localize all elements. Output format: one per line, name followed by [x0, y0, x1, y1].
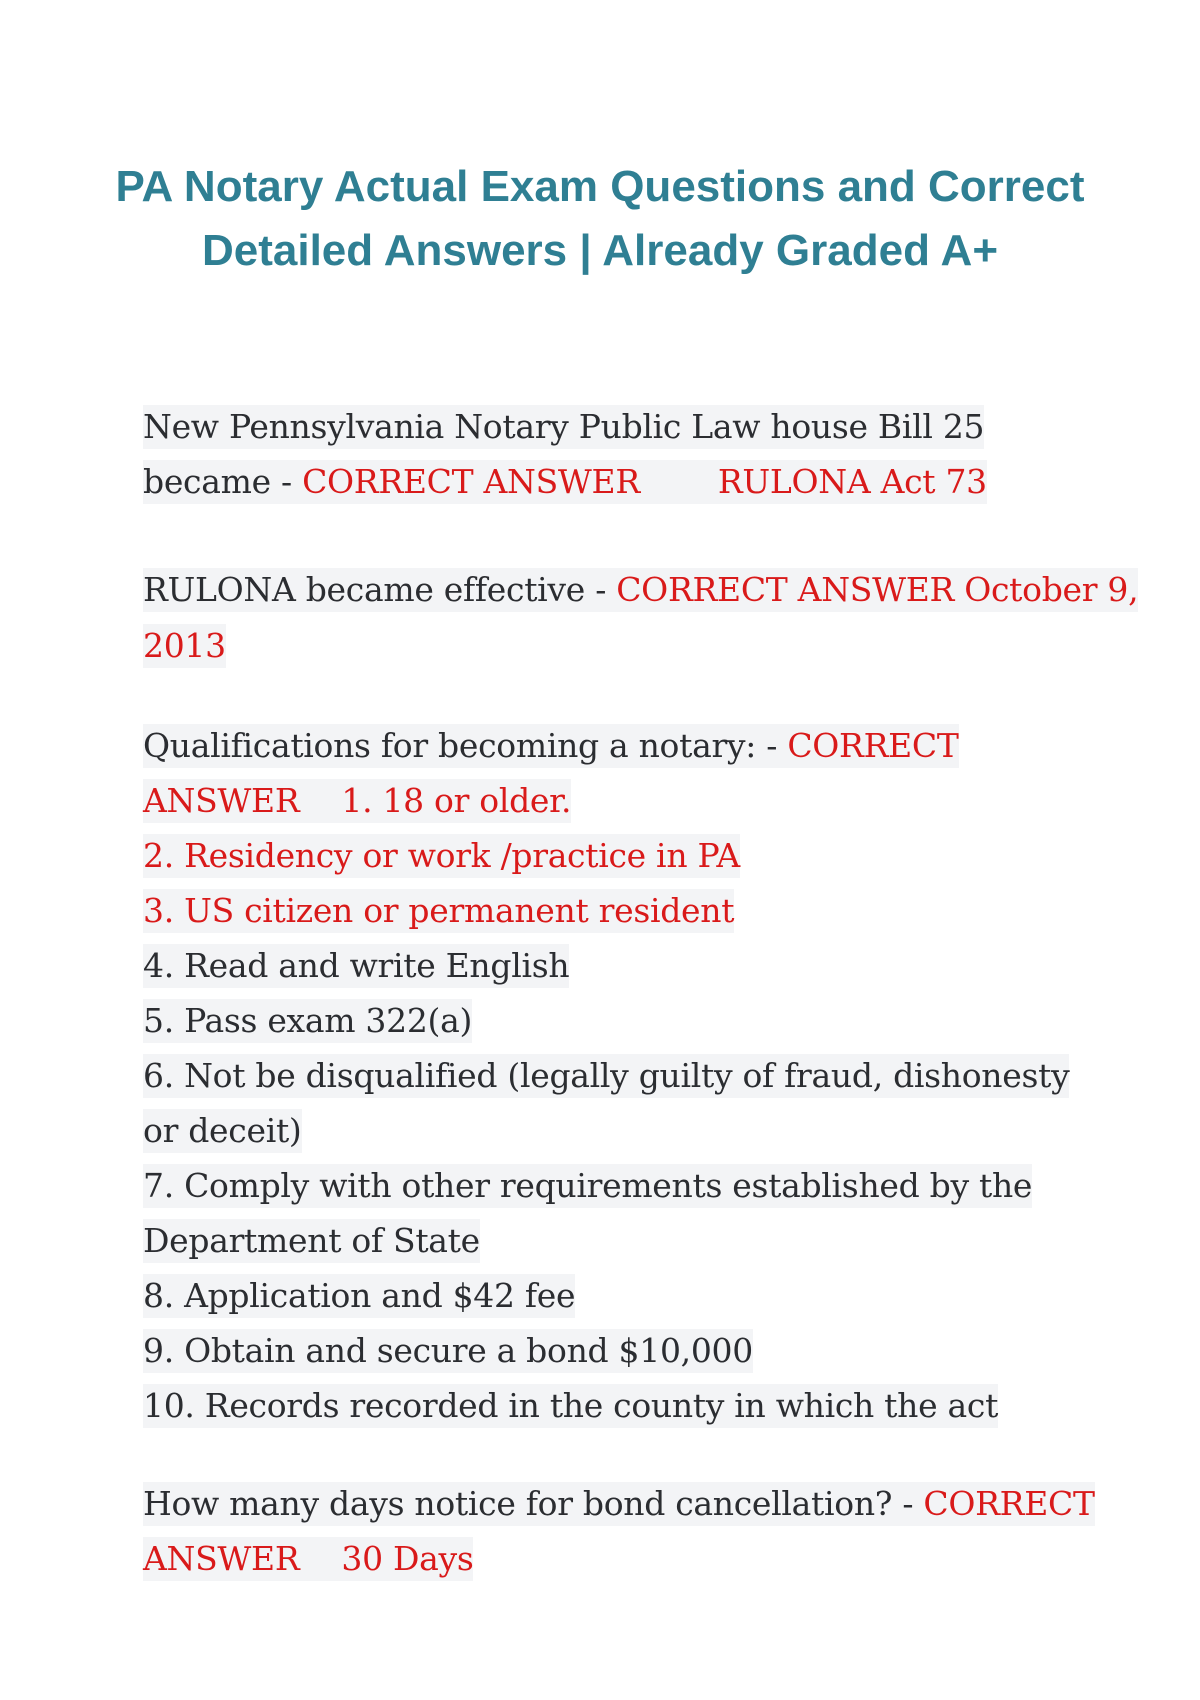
- question-1-text: New Pennsylvania Notary Public Law house Bill 25: [143, 407, 985, 446]
- qualification-item-5: [143, 999, 472, 1043]
- correct-answer-label-cont: ANSWER: [143, 781, 300, 820]
- qualification-item-6-text: 6. Not be disqualified (legally guilty of fraud, dishonesty: [143, 1056, 1070, 1095]
- question-4-text: How many days notice for bond cancellation? -: [143, 1484, 924, 1523]
- question-4-line-1: [143, 1482, 1095, 1526]
- qualification-item-3-text: 3. US citizen or permanent resident: [143, 891, 735, 930]
- question-1-text-cont: became -: [143, 462, 303, 501]
- qualification-item-4-text: 4. Read and write English: [143, 946, 570, 985]
- answer-2-text-cont: 2013: [143, 626, 226, 665]
- correct-answer-label: CORRECT: [787, 726, 959, 765]
- document-title-line-1: PA Notary Actual Exam Questions and Correct: [115, 162, 1085, 211]
- question-2-line-1: [143, 568, 1138, 612]
- answer-2-text: October 9,: [954, 570, 1139, 609]
- qualification-item-10-text: 10. Records recorded in the county in which the act: [143, 1386, 999, 1425]
- qualification-item-7-cont: [143, 1219, 480, 1263]
- qualification-item-2-text: 2. Residency or work /practice in PA: [143, 836, 740, 875]
- qualification-item-2: [143, 834, 740, 878]
- correct-answer-label-cont: ANSWER: [143, 1539, 300, 1578]
- qualification-item-4: [143, 944, 569, 988]
- question-1-line-1: [143, 405, 984, 449]
- question-3-line-2: [143, 779, 571, 823]
- question-2-text: RULONA became effective -: [143, 570, 617, 609]
- question-3-line-1: [143, 724, 959, 768]
- qualification-item-7-text-cont: Department of State: [143, 1221, 480, 1260]
- question-1-line-2: [143, 460, 987, 504]
- qualification-item-1: 1. 18 or older.: [341, 781, 572, 820]
- qualification-item-7: [143, 1164, 1032, 1208]
- answer-4-text: 30 Days: [341, 1539, 474, 1578]
- qualification-item-6: [143, 1054, 1069, 1098]
- question-4-line-2: [143, 1537, 473, 1581]
- correct-answer-label: CORRECT ANSWER: [302, 462, 640, 501]
- correct-answer-label: CORRECT: [923, 1484, 1095, 1523]
- question-2-line-2: [143, 624, 226, 668]
- qualification-item-7-text: 7. Comply with other requirements established by the: [143, 1166, 1033, 1205]
- qualification-item-6-cont: [143, 1109, 302, 1153]
- qualification-item-9: [143, 1329, 753, 1373]
- correct-answer-label: CORRECT ANSWER: [616, 570, 955, 609]
- qualification-item-6-text-cont: or deceit): [143, 1111, 302, 1150]
- qualification-item-5-text: 5. Pass exam 322(a): [143, 1001, 473, 1040]
- answer-1-text: RULONA Act 73: [717, 462, 987, 501]
- qualification-item-8-text: 8. Application and $42 fee: [143, 1276, 576, 1315]
- qualification-item-8: [143, 1274, 575, 1318]
- qualification-item-10: [143, 1384, 998, 1428]
- qualification-item-9-text: 9. Obtain and secure a bond $10,000: [143, 1331, 753, 1370]
- qualification-item-3: [143, 889, 734, 933]
- question-3-text: Qualifications for becoming a notary: -: [143, 726, 788, 765]
- document-title-line-2: Detailed Answers | Already Graded A+: [201, 226, 999, 275]
